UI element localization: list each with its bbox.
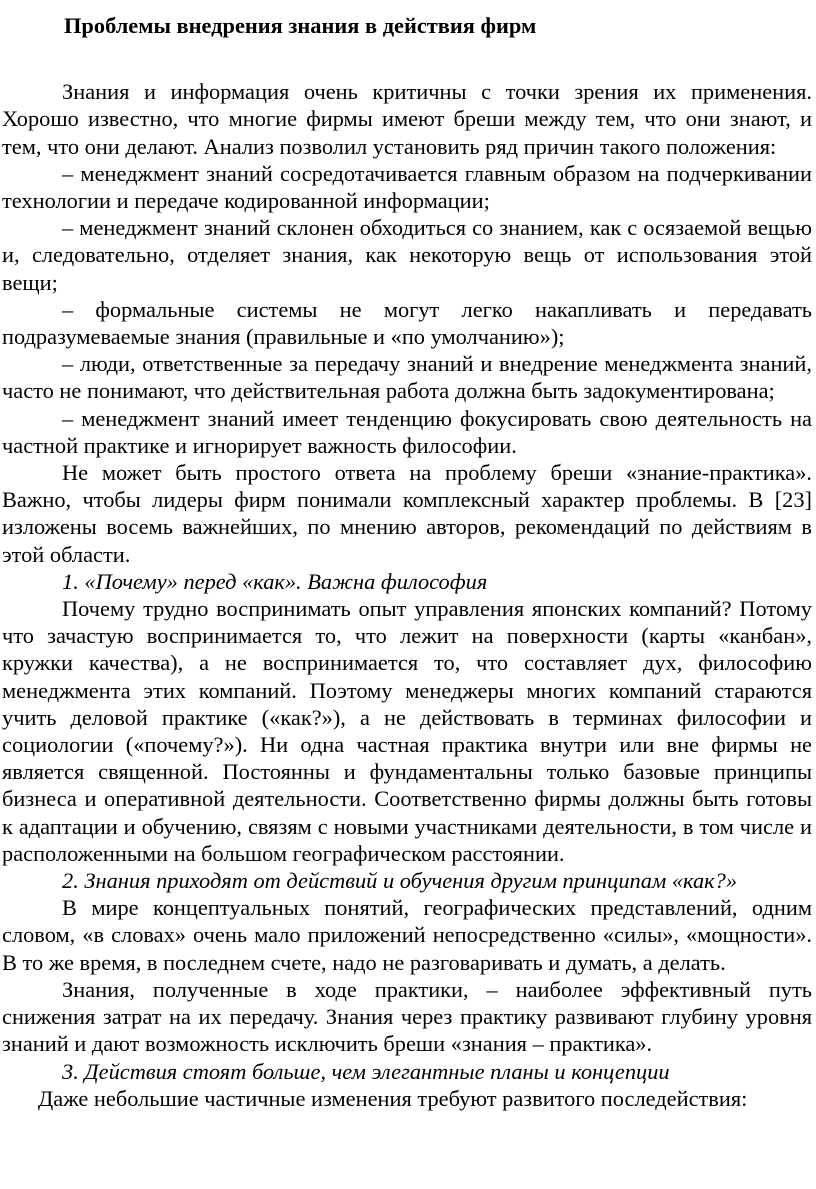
list-item: – менеджмент знаний сосредотачивается главным образом на подчеркивании технологии и передаче кодированной информации; [2, 160, 812, 213]
gap-paragraph: Не может быть простого ответа на проблему бреши «знание-практика». Важно, чтобы лидеры фирм понимали комплексный характер проблемы. В [23] изложены восемь важнейших, по мнению авторов, рекомендаций по действиям в этой области. [2, 460, 812, 567]
page-title: Проблемы внедрения знания в действия фирм [64, 13, 537, 38]
section-heading-1: 1. «Почему» перед «как». Важна философия [62, 568, 488, 594]
title-spacer [2, 39, 812, 78]
practice-paragraph: Знания, полученные в ходе практики, – наиболее эффективный путь снижения затрат на их передачу. Знания через практику развивают глубину уровня знаний и дают возможность исключить бреши «знания – практика». [2, 976, 812, 1057]
last-paragraph: Даже небольшие частичные изменения требуют развитого последействия: [38, 1085, 748, 1111]
list-item: – формальные системы не могут легко накапливать и передавать подразумеваемые знания (правильные и «по умолчанию»); [2, 296, 812, 350]
list-item: – люди, ответственные за передачу знаний и внедрение менеджмента знаний, часто не понимают, что действительная работа должна быть задокументирована; [2, 351, 812, 404]
why-paragraph: Почему трудно воспринимать опыт управления японских компаний? Потому что зачастую воспринимается то, что лежит на поверхности (карты «канбан», кружки качества), а не воспринимается то, что составляет дух, философию менеджмента этих компаний. Поэтому менеджеры многих компаний стараются учить деловой практике («как?»), а не действовать в терминах философии и социологии («почему?»). Ни одна частная практика внутри или вне фирмы не является священной. Постоянны и фундаментальны только базовые принципы бизнеса и оперативной деятельности. Соответственно фирмы должны быть готовы к адаптации и обучению, связям с новыми участниками деятельности, в том числе и расположенными на большом географическом расстоянии. [2, 596, 812, 866]
list-item: – менеджмент знаний имеет тенденцию фокусировать свою деятельность на частной практике и игнорирует важность философии. [2, 405, 812, 458]
section-heading-3: 3. Действия стоят больше, чем элегантные планы и концепции [62, 1058, 670, 1084]
intro-paragraph: Знания и информация очень критичны с точки зрения их применения. Хорошо известно, что многие фирмы имеют бреши между тем, что они знают, и тем, что они делают. Анализ позволил установить ряд причин такого положения: [2, 79, 812, 159]
concepts-paragraph: В мире концептуальных понятий, географических представлений, одним словом, «в словах» очень мало приложений непосредственно «силы», «мощности». В то же время, в последнем счете, надо не разговаривать и думать, а делать. [2, 895, 812, 975]
section-heading-2: 2. Знания приходят от действий и обучения другим принципам «как?» [62, 868, 738, 894]
list-item: – менеджмент знаний склонен обходиться со знанием, как с осязаемой вещью и, следовательно, отделяет знания, как некоторую вещь от использования этой вещи; [2, 215, 812, 295]
